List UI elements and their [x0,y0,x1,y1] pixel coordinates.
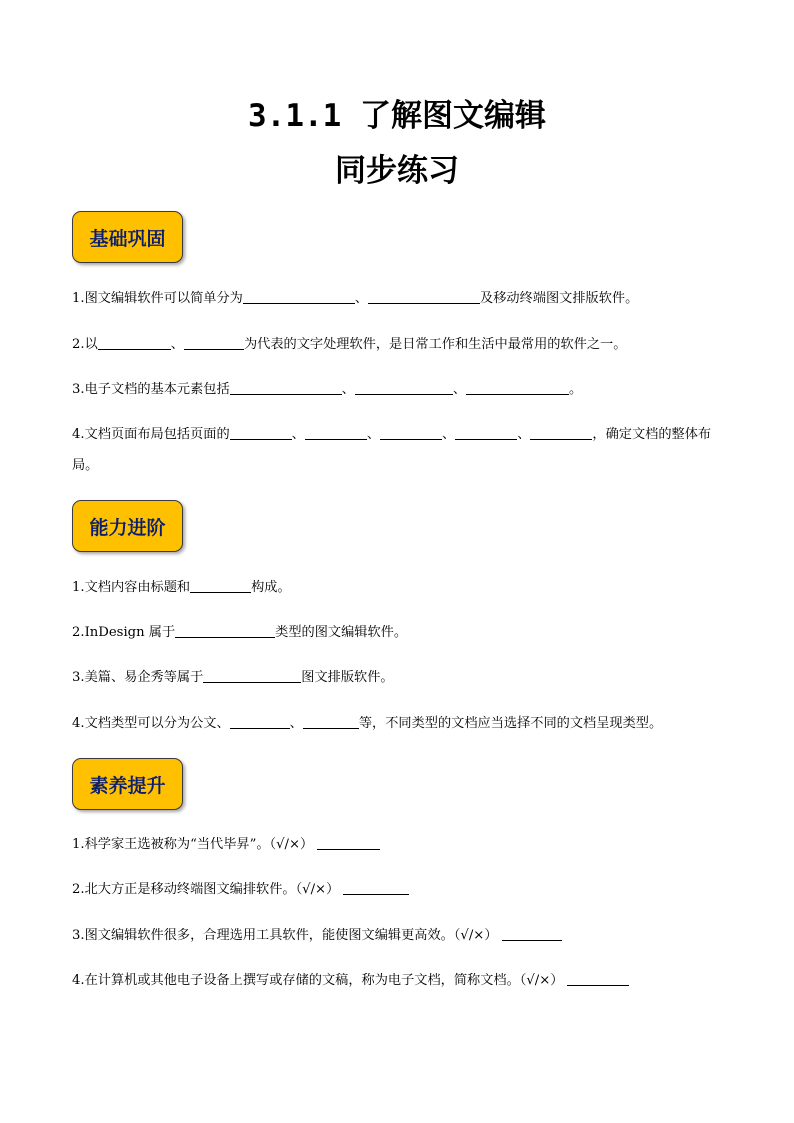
answer-blank[interactable] [243,288,355,304]
question-1-4: 4.文档页面布局包括页面的 、 、 、 、 ，确定文档的整体布局。 [72,419,732,481]
answer-blank[interactable] [303,713,359,729]
answer-blank[interactable] [355,379,453,395]
answer-blank[interactable] [380,424,442,440]
question-3-2: 2.北大方正是移动终端图文编排软件。（√/×） [72,874,732,905]
section-badge-literacy: 素养提升 [72,758,183,810]
question-3-3: 3.图文编辑软件很多，合理选用工具软件，能使图文编辑更高效。（√/×） [72,920,732,951]
answer-blank[interactable] [175,622,275,638]
question-1-2: 2.以 、 为代表的文字处理软件，是日常工作和生活中最常用的软件之一。 [72,329,732,360]
answer-blank[interactable] [317,834,380,850]
answer-blank[interactable] [184,334,244,350]
title-line-1: 3.1.1 了解图文编辑 [248,98,546,134]
answer-blank[interactable] [368,288,480,304]
answer-blank[interactable] [190,577,251,593]
answer-blank[interactable] [502,925,562,941]
answer-blank[interactable] [98,334,171,350]
question-1-1: 1.图文编辑软件可以简单分为 、 及移动终端图文排版软件。 [72,283,732,314]
answer-blank[interactable] [455,424,517,440]
answer-blank[interactable] [230,424,292,440]
answer-blank[interactable] [466,379,569,395]
title-line-2: 同步练习 [335,153,459,189]
question-2-4: 4.文档类型可以分为公文、 、 等，不同类型的文档应当选择不同的文档呈现类型。 [72,708,732,739]
answer-blank[interactable] [203,667,301,683]
question-3-4: 4.在计算机或其他电子设备上撰写或存储的文稿，称为电子文档，简称文档。（√/×） [72,965,732,996]
section-badge-basic: 基础巩固 [72,211,183,263]
answer-blank[interactable] [305,424,367,440]
answer-blank[interactable] [343,879,409,895]
question-2-3: 3.美篇、易企秀等属于 图文排版软件。 [72,662,732,693]
answer-blank[interactable] [230,379,342,395]
section-badge-advanced: 能力进阶 [72,500,183,552]
question-2-2: 2.InDesign 属于 类型的图文编辑软件。 [72,617,732,648]
answer-blank[interactable] [230,713,290,729]
question-3-1: 1.科学家王选被称为“当代毕昇”。（√/×） [72,829,732,860]
question-1-3: 3.电子文档的基本元素包括 、 、 。 [72,374,732,405]
answer-blank[interactable] [567,970,629,986]
answer-blank[interactable] [530,424,592,440]
question-2-1: 1.文档内容由标题和 构成。 [72,572,732,603]
